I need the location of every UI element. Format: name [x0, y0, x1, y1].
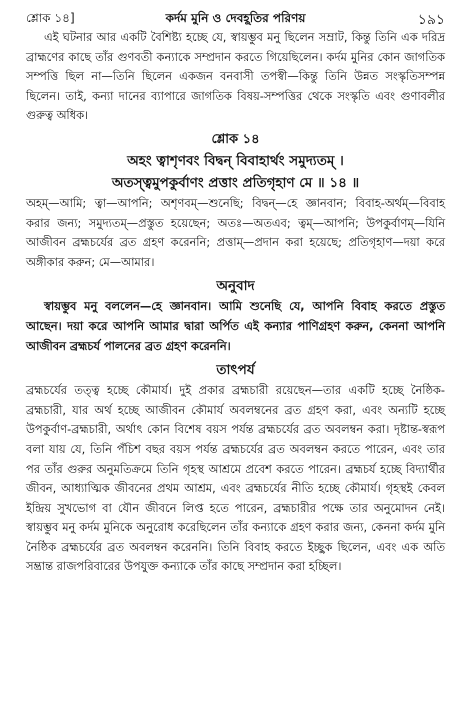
header-chapter-title: কর্দম মুনি ও দেবহূতির পরিণয় — [165, 11, 306, 25]
purport-text: ব্রহ্মচর্যের তত্ত্ব হচ্ছে কৌমার্য। দুই প্রকার ব্রহ্মচারী রয়েছেন—তার একটি হচ্ছে নৈষ্ঠিক-ব্রহ্মচারী, যার অর্থ হচ্ছে আজীবন কৌমার্য অবলম্বনের ব্রত গ্রহণ করা, এবং অন্যটি হচ্ছে উপকুর্বাণ-ব্রহ্মচারী, অর্থাৎ কোন বিশেষ বয়স পর্যন্ত ব্রহ্মচর্যের ব্রত অবলম্বন করা। দৃষ্টান্ত-স্বরূপ বলা যায় যে, তিনি পঁচিশ বছর বয়স পর্যন্ত ব্রহ্মচর্যের ব্রত অবলম্বন করতে পারেন, এবং তার পর তাঁর গুরুর অনুমতিক্রমে তিনি গৃহস্থ আশ্রমে প্রবেশ করতে পারেন। ব্রহ্মচর্য হচ্ছে বিদ্যার্থীর জীবন, আধ্যাত্মিক জীবনের প্রথম আশ্রম, এবং ব্রহ্মচর্যের নীতি হচ্ছে কৌমার্য। গৃহস্থই কেবল ইন্দ্রিয় সুখভোগ বা যৌন জীবনে লিপ্ত হতে পারেন, ব্রহ্মচারীর পক্ষে তার অনুমোদন নেই। স্বায়ম্ভুব মনু কর্দম মুনিকে অনুরোধ করেছিলেন তাঁর কন্যাকে গ্রহণ করার জন্য, কেননা কর্দম মুনি নৈষ্ঠিক ব্রহ্মচর্যের ব্রত অবলম্বন করেননি। তিনি বিবাহ করতে ইচ্ছুক ছিলেন, এবং এক অতি সম্ভ্রান্ত রাজপরিবারের উপযুক্ত কন্যাকে তাঁর কাছে সম্প্রদান করা হচ্ছিল। — [26, 383, 445, 574]
translation-text: স্বায়ম্ভুব মনু বললেন—হে জ্ঞানবান। আমি শুনেছি যে, আপনি বিবাহ করতে প্রস্তুত আছেন। দয়া করে আপনি আমার দ্বারা অর্পিত এই কন্যার পাণিগ্রহণ করুন, কেননা আপনি আজীবন ব্রহ্মচর্য পালনের ব্রত গ্রহণ করেননি। — [26, 299, 445, 353]
running-header — [26, 4, 445, 28]
synonyms-paragraph: অহম্—আমি; ত্বা—আপনি; অশৃণবম্—শুনেছি; বিদ্বন্—হে জ্ঞানবান; বিবাহ-অর্থম্—বিবাহ করার জন্য; সমুদ্যতম্—প্রস্তুত হয়েছেন; অতঃ—অতএব; ত্বম্—আপনি; উপকুর্বাণম্—যিনি আজীবন ব্রহ্মচর্যের ব্রত গ্রহণ করেননি; প্রত্তাম্—প্রদান করা হয়েছে; প্রতিগৃহাণ—দয়া করে অঙ্গীকার করুন; মে—আমার। — [26, 195, 445, 269]
verse-line-1: অহং ত্বাশৃণবং বিদ্বন্ বিবাহার্থং সমুদ্যতম্ । — [127, 152, 344, 169]
verse-line-2: অতস্ত্বমুপকুর্বাণং প্রত্তাং প্রতিগৃহাণ মে ॥ ১৪ ॥ — [111, 174, 360, 191]
verse-heading: শ্লোক ১৪ — [211, 131, 260, 147]
translation-heading: অনুবাদ — [216, 278, 255, 295]
page-number: ১৯১ — [417, 12, 445, 28]
verse-block — [26, 130, 445, 194]
purport-heading: তাৎপর্য — [216, 362, 255, 379]
intro-paragraph: এই ঘটনার আর একটি বৈশিষ্ট্য হচ্ছে যে, স্বায়ম্ভুব মনু ছিলেন সম্রাট, কিন্তু তিনি এক দরিদ্র ব্রাহ্মণের কাছে তাঁর গুণবতী কন্যাকে সম্প্রদান করতে গিয়েছিলেন। কর্দম মুনির কোন জাগতিক সম্পত্তি ছিল না—তিনি ছিলেন একজন বনবাসী তপস্বী—কিন্তু তিনি উন্নত সংস্কৃতিসম্পন্ন ছিলেন। তাই, কন্যা দানের ব্যাপারে জাগতিক বিষয়-সম্পত্তির থেকে সংস্কৃতি এবং গুণাবলীর গুরুত্ব অধিক। — [26, 30, 445, 123]
header-verse-ref: শ্লোক ১৪] — [26, 11, 75, 25]
